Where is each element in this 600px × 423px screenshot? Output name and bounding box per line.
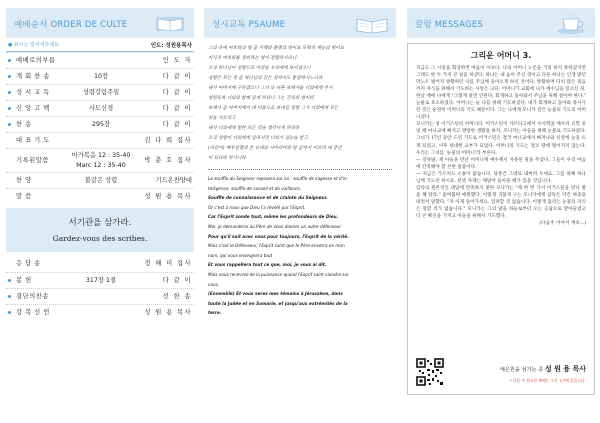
order-item: 결단의찬송 [16, 293, 49, 300]
order-item: 성 시 교 독 [16, 89, 50, 96]
reading-line-fr: nom, qui vous enseignera tout [208, 252, 273, 258]
reading-line-fr: Le souffle du Seigneur reposera sur lui : souffle de sagesse et d'in- [208, 176, 349, 181]
order-item: 응 답 송 [16, 260, 41, 267]
letter-paragraph: 지금도 그 시절을 회상하면 마음이 아프다. 나의 어머니 노릇을 거의 하지 못하셨지만 그래도 한 두 가지 큰 일을 하셨다. 하나는 내 놓아 주신 것이고 다른 하나는 인생 말년 막노트 벌어져 방황하던 나를 주님께 돌아오게 하신 것이다. 방황하며 다치 않은 죽음까지 자식을 위해서 기도하는 사랑은 크다. 어머니가 교회에 나가 예수님을 믿으신 뒤, 한날 때에 나에게 "그렇게 살면 안된다, 회개하고 돌아와서 주님을 위해 살아야 한다." 눈물로 호소하셨다. 어머니는 늘 나를 위해 기도하셨다. 내가 회개하고 돌아와 목사가 된 것은 순전히 어머니의 기도 때문이다. 그는 나에게 모니카 같은 눈물의 기도의 어머니셨다. [416, 66, 586, 121]
order-detail: 성령강림주일 [82, 89, 120, 96]
book-icon [152, 11, 188, 35]
sermon-title-korean: 서기관을 삼가라. [68, 218, 132, 228]
letter-title: 그리운 어머니 3. [470, 51, 532, 60]
reading-line: 내가 너희에게 말한 모든 것을 생각나게 하리라 [208, 126, 300, 131]
order-person: 다 같 이 [162, 89, 192, 96]
reading-line-fr: Et vous rappellera tout ce que, moi, je vous ai dit. [208, 262, 327, 268]
signature-name: 성 원 용 목사 [544, 365, 586, 373]
order-person: 정 혜 미 집사 [144, 260, 192, 267]
stand-marker-icon [8, 311, 11, 314]
order-row [6, 272, 194, 288]
psalm-panel [204, 8, 396, 417]
reading-line: 오직 성령이 너희에게 임하시면 너희가 권능을 받고 [208, 136, 308, 141]
worship-subbar [6, 40, 194, 52]
order-person: 다 같 이 [162, 105, 192, 112]
order-row [6, 84, 194, 100]
order-person: 기드온찬양대 [155, 177, 192, 184]
sermon-title-box [6, 208, 194, 252]
order-row [6, 116, 194, 132]
order-detail: 사도신경 [88, 105, 114, 112]
order-person: 다 같 이 [162, 73, 192, 80]
scripture-refs [64, 151, 138, 171]
order-person: 인 도 자 [162, 57, 192, 64]
order-row [6, 52, 194, 68]
reading-line-fr: Or c'est à nous que Dieu l'a révélé par l'Esprit. [208, 204, 306, 210]
service-note: * 다음 주 월요일 예배는 오후 1시에 있습니다. [509, 378, 586, 383]
reading-line: 그의 유에 여호와의 영 곧 지혜와 총명의 영이요 모략과 재능의 영이요 [208, 46, 345, 51]
signature-prefix: 예은원을 섬기는 종 [499, 367, 544, 373]
reading-line-fr: (Ensemble) Et vous serez mes témoins à Jérusalem, dans [208, 291, 343, 297]
psalm-header-title: 성시교독 PSAUME [212, 20, 286, 30]
stand-marker-icon [8, 295, 11, 298]
qr-code-icon[interactable] [416, 358, 444, 386]
reading-line-fr: terre. [208, 310, 222, 316]
reading-divider [208, 169, 392, 170]
reading-line-fr: vous, [208, 281, 220, 287]
reading-line-fr: Pour qu'il soit avec vous pour toujours, l'Esprit de la vérité. [208, 233, 349, 239]
order-detail: 불같은 성령 [84, 177, 118, 184]
order-item: 기록된말씀 [16, 157, 49, 164]
reading-line: 이 되리라 하시니라 [208, 156, 246, 161]
order-row [6, 256, 194, 272]
reading-line: 지식과 여호와를 경외하는 영이 강림하시리니 [208, 56, 297, 61]
letter-paragraph: — 강독말, 제 아들을 만난 어머니께 예수께서 자못된 말을 주셨다. 그들이 우리 마음에 간직해야 할 선한 말씀이다. [416, 157, 586, 170]
reading-line-fr: toute la Judée et en Samarie, et jusqu'aux extrémités de la [208, 300, 348, 306]
order-row [6, 100, 194, 116]
order-row [6, 132, 194, 148]
reading-line: 성령은 모든 것 곧 하나님의 깊은 것까지도 통달하시느니라 [208, 76, 323, 81]
order-item: 개 회 찬 송 [16, 73, 50, 80]
stand-note: ● 표시는 일어서주세요. [8, 42, 61, 48]
reading-line: 내가 아버지께 구하겠으니 그가 또 다른 보혜사를 너희에게 주사 [208, 86, 333, 91]
messages-header-title: 칼럼 MESSAGES [415, 20, 483, 30]
reading-line: 오직 하나님이 성령으로 이것을 우리에게 보이셨으니 [208, 66, 311, 71]
worship-header [6, 8, 194, 38]
reading-line-fr: Souffle de connaissance et de crainte du Seigneur. [208, 195, 328, 201]
order-person: 김 다 희 집사 [144, 137, 192, 144]
stand-marker-icon [8, 279, 11, 282]
worship-rows-bottom [6, 256, 194, 320]
order-person: 박 춘 호 집사 [144, 157, 192, 164]
order-item: 봉 헌 [16, 277, 32, 284]
order-person: 선 한 송 [162, 293, 192, 300]
scripture-row [6, 148, 194, 172]
order-item: 찬 송 [16, 121, 32, 128]
sermon-row [6, 188, 194, 204]
order-item: 대 표 기 도 [16, 137, 50, 144]
open-bible-icon [354, 11, 390, 35]
order-detail: 10장 [93, 73, 109, 80]
order-person: 성 원 용 목사 [144, 309, 192, 316]
letter-body [416, 65, 586, 227]
order-row [6, 304, 194, 320]
reading-line: 보혜사 곧 아버지께서 내 이름으로 보내실 성령 그가 너희에게 모든 [208, 106, 339, 111]
stand-marker-icon [8, 75, 11, 78]
order-detail: 295장 [91, 121, 111, 128]
scripture-ref-korean: 마가복음 12 : 35-40 [71, 152, 131, 159]
order-item: 강 복 선 언 [16, 309, 50, 316]
order-item: 신 앙 고 백 [16, 105, 50, 112]
order-person: 성 원 용 목사 [144, 193, 192, 200]
order-row [6, 288, 194, 304]
letter-paragraph: (다음주 이어서 계속…) [539, 221, 586, 227]
french-reading [204, 174, 396, 318]
letter-paragraph: 감독의 원론적인 대답에 만족하지 못한 모니카는 "제 한 번 가서 어거스틴을 만나 말을 해 달라." 울며불며 애원했다. 이렇게 귀찮게 구는 모니카에게 감독은 약간 짜증을 내면서 말했다. "자 이제 돌아가세요. 염려할 것 없습니다. 이렇게 흘리는 눈물의 자식은 망할 리가 없습니다." 모니카는 그의 말을 하늘로부터 오는 응답으로 받아들였고 더 큰 확신을 가지고 아들을 위해서 기도했다. [416, 185, 586, 219]
reading-line: (다같이) 예루살렘과 온 유대와 사마리아와 땅 끝까지 이르러 내 증인 [208, 146, 342, 151]
reading-line-fr: Moi, je demanderai au Père de vous donner un autre défenseur [208, 223, 342, 229]
reading-line: 영원토록 너희와 함께 있게 하리니 그는 진리의 영이라 [208, 96, 314, 101]
reading-line-fr: Mais vous recevrez de la puissance quand l'Esprit saint viendra sur [208, 271, 349, 277]
worship-rows-top [6, 52, 194, 204]
anthem-row [6, 172, 194, 188]
order-item: 말 씀 [16, 193, 32, 200]
order-person: 다 같 이 [162, 277, 192, 284]
coffee-cup-icon [553, 11, 589, 35]
stand-marker-icon [8, 59, 11, 62]
letter-paragraph: — 지금은 가르쳐도 소용이 없습니다. 당분간 그대로 내버려 두세요. 그를 위해 하나님께 기도만 하시죠. 분명 자제는 깨달아 돌아올 때가 있을 것입니다. [416, 171, 586, 184]
worship-order-panel [6, 8, 194, 417]
order-item: 예배로의부름 [16, 57, 56, 64]
psalm-header [204, 8, 396, 38]
messages-panel [407, 8, 595, 417]
order-person: 다 같 이 [162, 121, 192, 128]
reading-line-fr: Car l'Esprit sonde tout, même les profondeurs de Dieu. [208, 214, 339, 220]
sermon-title-french: Gardez-vous des scribes. [52, 234, 148, 243]
messages-header [407, 8, 595, 38]
stand-marker-icon [8, 107, 11, 110]
worship-leader: 인도: 성원용목사 [150, 43, 192, 49]
scripture-ref-french: Marc 12 : 35-40 [76, 162, 126, 169]
order-detail: 317장 1절 [85, 277, 117, 284]
reading-line: 것을 가르치고 [208, 116, 236, 121]
stand-marker-icon [8, 91, 11, 94]
column-signature [500, 364, 586, 374]
order-item: 찬 양 [16, 177, 32, 184]
letter-paragraph: 모니카는 성 어거스틴의 어머니다. 어거스틴이 카르타고에서 수사학을 배우러 유학 중일 때 마니교에 빠지고 방탕한 생활을 하자, 모니카는 아들을 위해 눈물로 기도하였다. 그녀가 17년 동안 드린 기도로 어거스틴은 결국 마니교에서 빠져나와 신앙에 눈을 뜨게 되었고, 이후 위대한 교부가 되었다. 어머니의 기도는 결코 땅에 떨어지지 않는다. 우리는 그녀를 '눈물의 어머니'라 부른다. [416, 122, 586, 156]
korean-reading [204, 38, 396, 164]
worship-header-title: 예배순서 ORDER DE CULTE [14, 20, 128, 30]
reading-line-fr: Mais c'est le Défenseur, l'Esprit saint que le Père enverra en mon [208, 243, 345, 249]
reading-line-fr: telligence, souffle de conseil et de vaillance, [208, 185, 302, 191]
stand-marker-icon [8, 123, 11, 126]
column-letter [407, 43, 595, 395]
order-row [6, 68, 194, 84]
